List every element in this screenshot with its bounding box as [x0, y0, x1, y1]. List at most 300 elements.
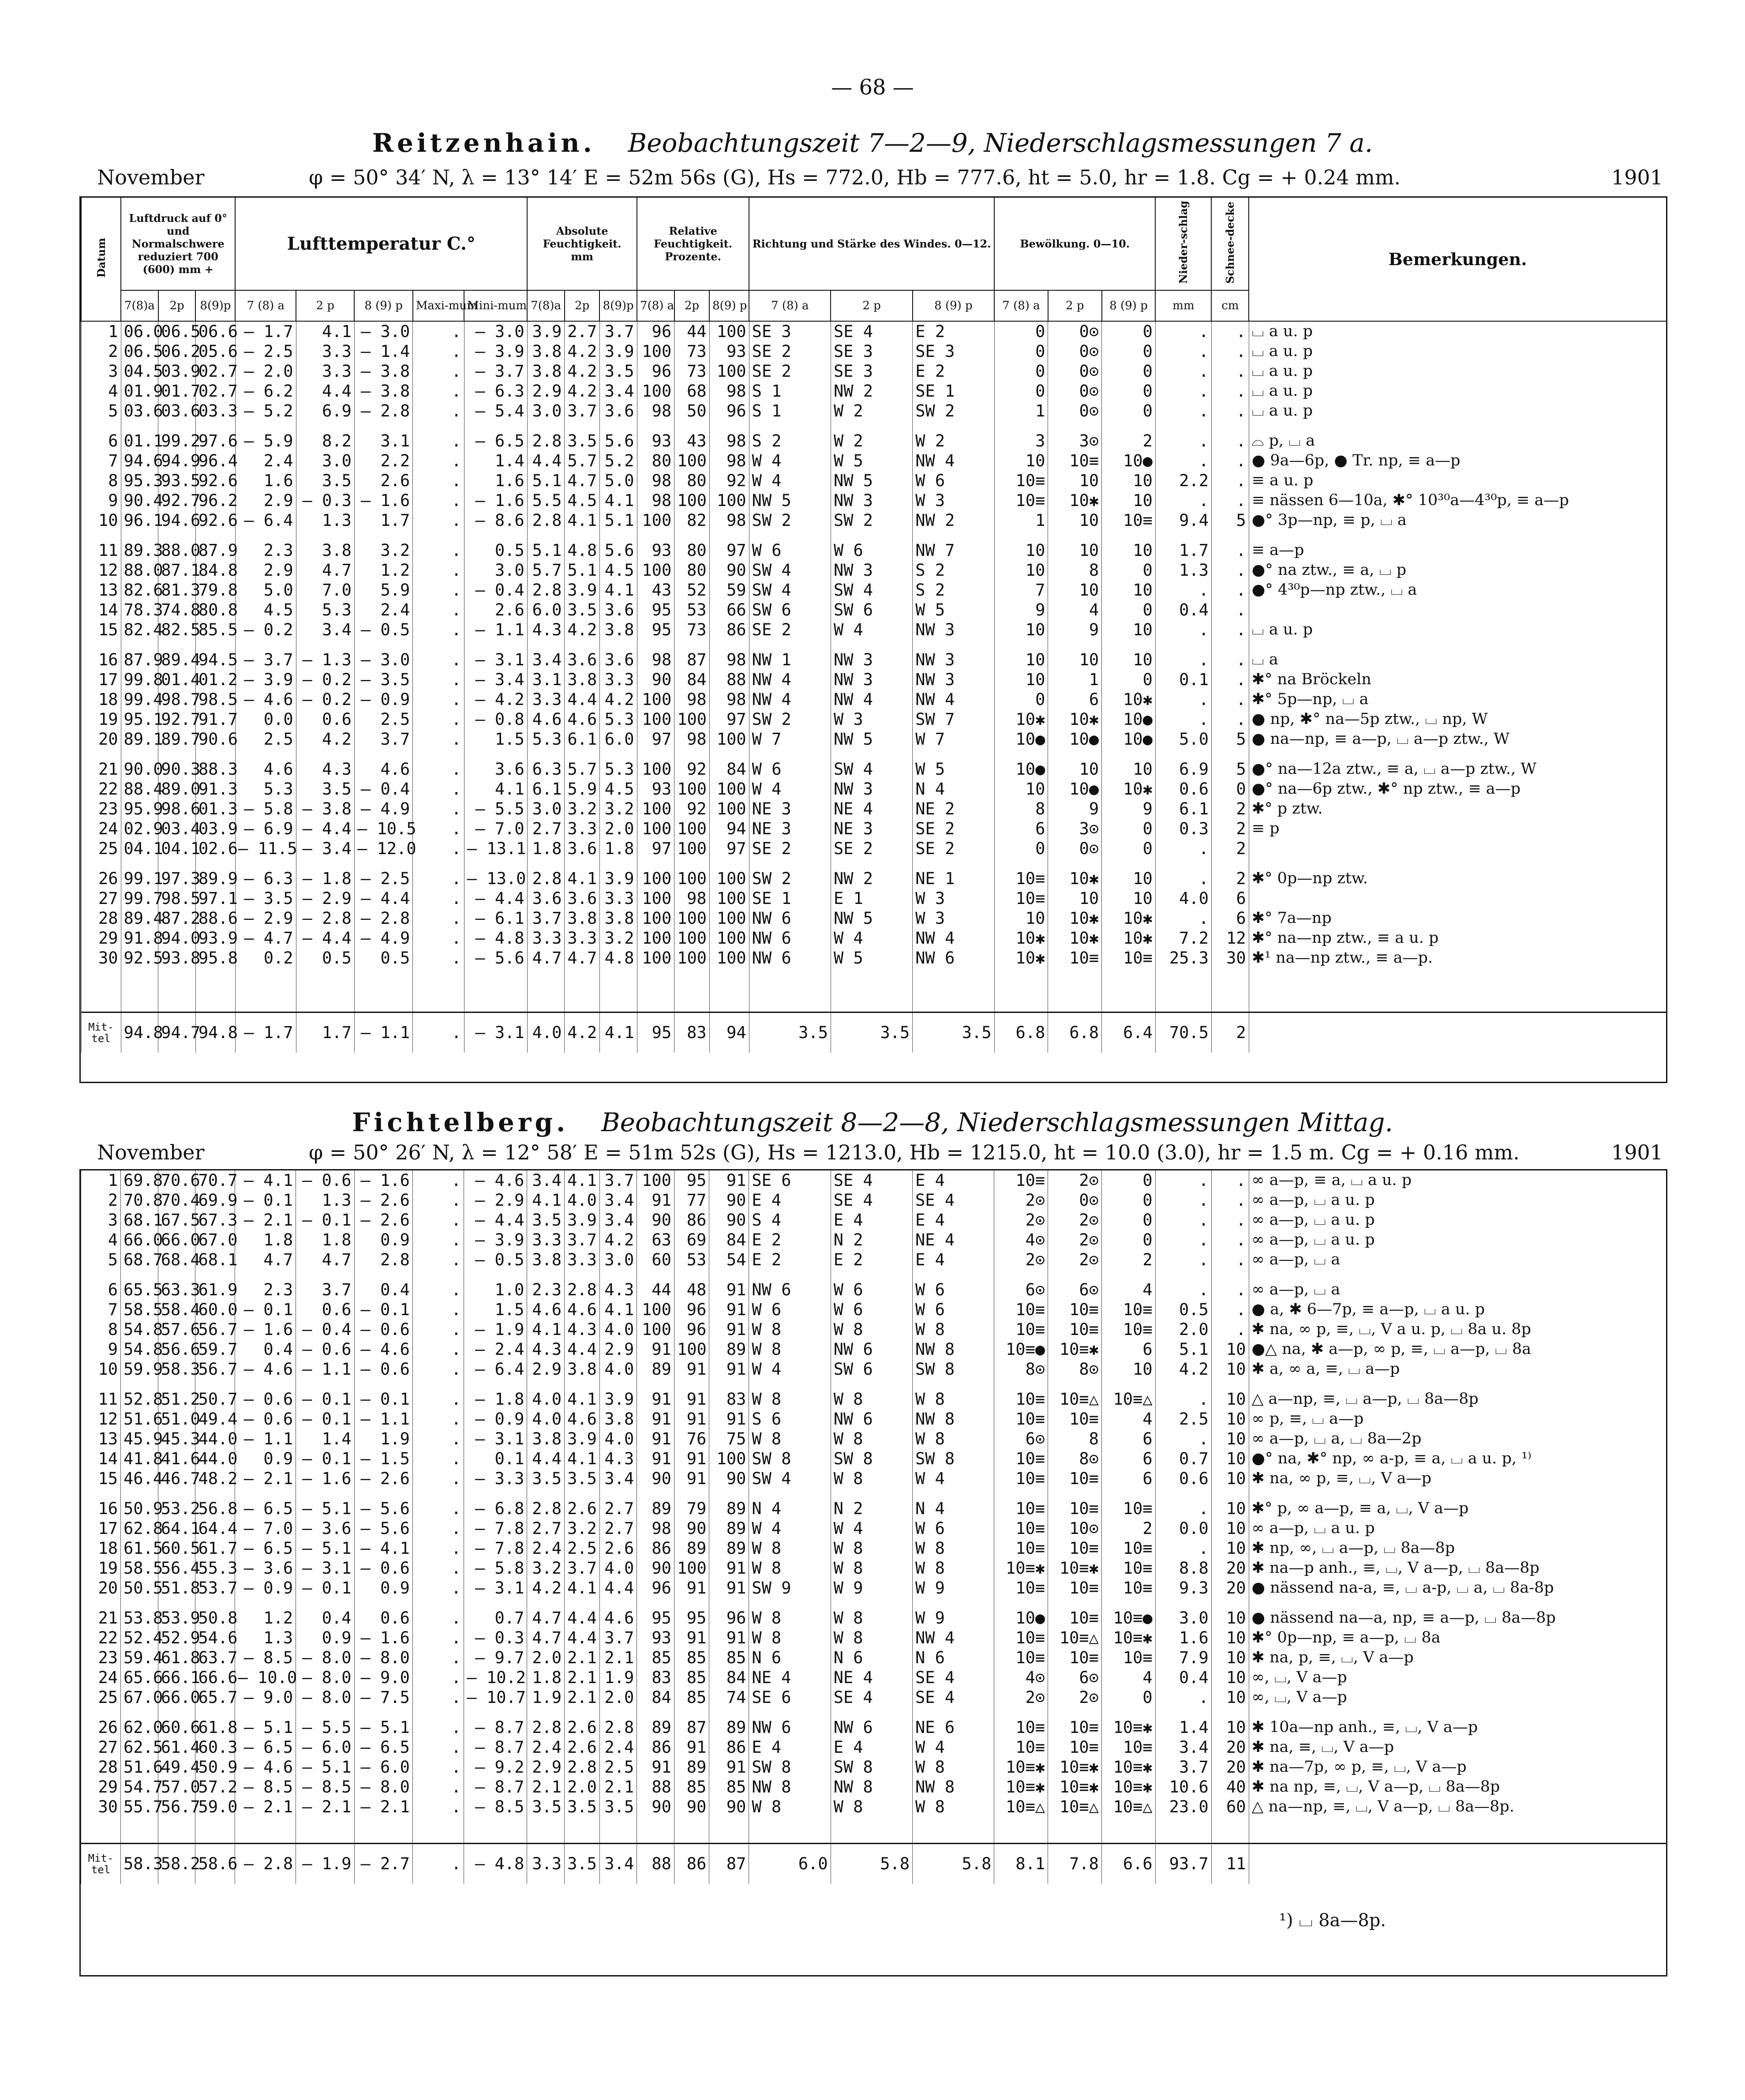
table-cell: 6⊙: [994, 1270, 1048, 1300]
table-cell: — 0.3: [296, 491, 354, 510]
table-cell: .: [412, 1190, 464, 1210]
table-cell: 2.9: [599, 1339, 637, 1359]
table-cell: 6: [81, 421, 121, 451]
table-cell: 66.0: [158, 1230, 195, 1250]
table-cell: SW 4: [749, 1469, 831, 1489]
year-label: 1901: [1611, 165, 1663, 189]
table-cell: 5.5: [527, 491, 565, 510]
table-cell: 10≡: [994, 889, 1048, 908]
table-cell: ✱° 7a—np: [1249, 908, 1666, 928]
table-cell: 3.4: [599, 1469, 637, 1489]
spacer-cell: [749, 1817, 831, 1843]
table-cell: 3.5: [599, 361, 637, 381]
table-cell: 3.4: [1155, 1737, 1211, 1757]
table-cell: 59.7: [195, 1339, 235, 1359]
table-cell: 4.4: [599, 1578, 637, 1598]
table-cell: 90: [709, 1210, 749, 1230]
table-cell: .: [1155, 620, 1211, 640]
table-cell: .: [413, 560, 464, 580]
table-cell: 3.5: [527, 1797, 565, 1817]
table-cell: 10≡: [994, 1648, 1048, 1668]
table-cell: 95.3: [121, 471, 158, 491]
table-cell: — 0.1: [296, 1578, 354, 1598]
table-cell: W 4: [831, 928, 912, 948]
table-cell: 2.7: [599, 1519, 637, 1538]
table-cell: ✱ np, ∞, ⌴ a—p, ⌴ 8a—8p: [1249, 1538, 1666, 1558]
table-cell: 2: [1211, 799, 1249, 819]
table-cell: 4.4: [296, 381, 354, 401]
table-cell: 74: [709, 1688, 749, 1707]
table-cell: 3.3: [599, 670, 637, 690]
table-cell: W 8: [913, 1429, 994, 1449]
table-cell: 4.3: [527, 620, 565, 640]
table-cell: 3.4: [296, 620, 354, 640]
table-cell: 100: [637, 381, 674, 401]
table-cell: — 5.6: [354, 1489, 412, 1519]
table-cell: 3.2: [527, 1558, 565, 1578]
table-cell: 68.1: [121, 1210, 158, 1230]
table-cell: 3.8: [599, 620, 637, 640]
table-cell: 10≡: [1048, 1320, 1102, 1339]
table-cell: 6: [81, 1270, 121, 1300]
table-cell: ●° 3p—np, ≡ p, ⌴ a: [1249, 510, 1666, 530]
table-cell: 4.1: [599, 580, 637, 600]
table-cell: 26: [81, 859, 121, 889]
table-cell: W 8: [749, 1379, 831, 1409]
table-cell: 10≡: [1048, 451, 1102, 471]
table-cell: W 4: [913, 1737, 994, 1757]
table-cell: 4.7: [527, 1628, 565, 1648]
table-cell: 99.1: [121, 859, 158, 889]
table-cell: 0⊙: [1048, 361, 1102, 381]
table-cell: 9: [994, 600, 1048, 620]
table-cell: 3.2: [599, 799, 637, 819]
table-cell: — 1.6: [354, 1170, 412, 1190]
table-cell: 93.9: [195, 928, 235, 948]
table-cell: 84: [674, 670, 709, 690]
table-cell: — 5.6: [354, 1519, 412, 1538]
table-cell: — 3.9: [464, 341, 527, 361]
table-cell: 1.7: [1155, 530, 1211, 560]
table-cell: S 2: [913, 580, 994, 600]
table-cell: SE 2: [913, 819, 994, 839]
spacer-cell: [599, 1817, 637, 1843]
table-cell: 84: [709, 749, 749, 779]
table-cell: 10: [1048, 580, 1102, 600]
table-cell: 9.4: [1155, 510, 1211, 530]
table-cell: 10≡: [994, 1578, 1048, 1598]
spacer-cell: [565, 1817, 599, 1843]
table-cell: E 2: [749, 1250, 831, 1270]
table-cell: .: [413, 640, 464, 670]
table-row: [81, 381, 1666, 401]
table-cell: SW 8: [831, 1449, 912, 1469]
table-cell: 3.7: [599, 1170, 637, 1190]
table-cell: 93: [637, 1628, 674, 1648]
table-cell: S 1: [749, 381, 831, 401]
table-cell: W 8: [749, 1538, 831, 1558]
table-cell: .: [413, 530, 464, 560]
table-cell: 3.7: [565, 1230, 599, 1250]
table-cell: 70.4: [158, 1190, 195, 1210]
mean-cell: — 1.9: [296, 1843, 354, 1884]
table-cell: 51.2: [158, 1379, 195, 1409]
table-cell: 27: [81, 889, 121, 908]
table-cell: — 8.5: [235, 1648, 296, 1668]
table-cell: N 4: [913, 1489, 994, 1519]
table-cell: — 4.6: [354, 1339, 412, 1359]
table-cell: 90: [709, 1190, 749, 1210]
table-cell: 2⊙: [1048, 1170, 1102, 1190]
table-cell: ● 9a—6p, ● Tr. np, ≡ a—p: [1249, 451, 1666, 471]
table-cell: ●° na, ✱° np, ∞ a-p, ≡ a, ⌴ a u. p, ¹⁾: [1249, 1449, 1666, 1469]
table-cell: 21: [81, 749, 121, 779]
table-cell: — 8.7: [464, 1707, 527, 1737]
table-cell: 97: [709, 709, 749, 729]
table-cell: SW 6: [749, 600, 831, 620]
table-cell: 20: [1211, 1578, 1249, 1598]
table-cell: 10●: [1048, 779, 1102, 799]
table-cell: 83: [637, 1668, 674, 1688]
table-cell: 100: [674, 859, 709, 889]
spacer-cell: [354, 968, 412, 1012]
table-cell: — 2.5: [235, 341, 296, 361]
table-cell: .: [413, 491, 464, 510]
table-cell: .: [1211, 1170, 1249, 1190]
table-cell: 3.8: [527, 1429, 565, 1449]
mean-cell: 7.8: [1048, 1843, 1102, 1884]
table-cell: 10≡: [1048, 1737, 1102, 1757]
table-cell: 01.1: [121, 421, 158, 451]
table-cell: 61.5: [121, 1538, 158, 1558]
table-cell: — 2.1: [354, 1797, 412, 1817]
table-cell: — 1.6: [464, 491, 527, 510]
table-cell: 0.6: [354, 1598, 412, 1628]
table-cell: 0: [994, 381, 1048, 401]
table-cell: SW 8: [749, 1757, 831, 1777]
table-cell: 3.5: [527, 1210, 565, 1230]
mean-cell: 6.6: [1101, 1843, 1155, 1884]
table-cell: — 8.7: [464, 1777, 527, 1797]
table-cell: 5: [81, 1250, 121, 1270]
table-cell: 10✱: [994, 709, 1048, 729]
table-cell: E 2: [749, 1230, 831, 1250]
table-row: [81, 670, 1666, 690]
table-cell: 53.2: [158, 1489, 195, 1519]
table-cell: 100: [709, 889, 749, 908]
table-cell: 94.0: [158, 928, 196, 948]
table-cell: NE 4: [831, 799, 912, 819]
table-cell: 79: [674, 1489, 709, 1519]
table-cell: 89.9: [195, 859, 235, 889]
table-row: [81, 1688, 1666, 1707]
table-cell: 14: [81, 1449, 121, 1469]
table-cell: 0.3: [1155, 819, 1211, 839]
table-cell: 3.7: [354, 729, 412, 749]
table-cell: 10✱: [1048, 859, 1102, 889]
sub-header: cm: [1211, 290, 1249, 321]
table-cell: 10✱: [1048, 491, 1102, 510]
table-cell: 100: [709, 361, 749, 381]
table-cell: 10≡: [1048, 1409, 1102, 1429]
table-cell: 3.9: [599, 1379, 637, 1409]
table-cell: — 3.1: [464, 1429, 527, 1449]
sub-header: 8 (9) p: [354, 290, 412, 321]
table-cell: 4.6: [527, 709, 565, 729]
table-cell: 4: [81, 1230, 121, 1250]
mean-cell: [1249, 1843, 1666, 1884]
table-cell: ∞ p, ≡, ⌴ a—p: [1249, 1409, 1666, 1429]
table-cell: E 2: [831, 1250, 912, 1270]
table-cell: 91: [674, 1737, 709, 1757]
table-cell: 16: [81, 1489, 121, 1519]
table-cell: 2.4: [235, 451, 296, 471]
table-cell: SE 2: [749, 361, 831, 381]
table-cell: .: [1155, 1688, 1211, 1707]
table-cell: 0: [994, 321, 1048, 341]
table-cell: NE 1: [913, 859, 994, 889]
table-cell: W 5: [831, 451, 912, 471]
table-cell: 96: [637, 361, 674, 381]
table-cell: 49.4: [195, 1409, 235, 1429]
table-cell: SE 2: [749, 341, 831, 361]
table-cell: 2: [1101, 1250, 1155, 1270]
table-cell: NW 7: [913, 530, 994, 560]
table-cell: — 1.6: [354, 1628, 412, 1648]
table-cell: 4.7: [296, 1250, 354, 1270]
table-cell: 2.5: [235, 729, 296, 749]
table-cell: .: [1211, 321, 1249, 341]
table-cell: NW 3: [831, 491, 912, 510]
table-cell: 10: [1211, 1379, 1249, 1409]
table-cell: .: [1211, 1320, 1249, 1339]
station-title-reitzenhain: [0, 128, 1745, 158]
table-cell: — 3.7: [235, 640, 296, 670]
mean-cell: — 1.7: [235, 1012, 296, 1053]
table-cell: — 6.4: [464, 1359, 527, 1379]
table-cell: 95: [674, 1598, 709, 1628]
table-cell: N 6: [749, 1648, 831, 1668]
table-cell: 10≡: [1048, 1598, 1102, 1628]
table-cell: 4.4: [527, 451, 565, 471]
table-cell: .: [1155, 1230, 1211, 1250]
table-cell: 10: [1211, 1648, 1249, 1668]
table-cell: — 6.5: [235, 1489, 296, 1519]
table-cell: 64.1: [158, 1519, 195, 1538]
table-cell: .: [1211, 421, 1249, 451]
table-cell: — 2.6: [354, 1210, 412, 1230]
table-cell: W 3: [913, 889, 994, 908]
table-cell: — 0.1: [296, 1379, 354, 1409]
table-cell: .: [1211, 1190, 1249, 1210]
mean-cell: 87: [709, 1843, 749, 1884]
table-cell: — 3.1: [464, 1578, 527, 1598]
table-cell: 91.8: [121, 928, 158, 948]
table-cell: ∞ a—p, ⌴ a: [1249, 1270, 1666, 1300]
table-cell: .: [413, 928, 464, 948]
table-cell: 5.6: [599, 421, 637, 451]
table-cell: 89: [637, 1489, 674, 1519]
table-cell: — 2.1: [296, 1797, 354, 1817]
table-cell: 0: [1102, 560, 1156, 580]
table-cell: E 4: [831, 1737, 912, 1757]
table-cell: 1.6: [1155, 1628, 1211, 1648]
table-cell: 0: [1101, 1190, 1155, 1210]
table-cell: 97.1: [195, 889, 235, 908]
table-cell: 3.3: [565, 819, 599, 839]
table-cell: 4.1: [599, 491, 637, 510]
table-cell: 87.2: [158, 908, 196, 928]
table-cell: 3.0: [1155, 1598, 1211, 1628]
table-cell: 65.6: [121, 1668, 158, 1688]
table-cell: 81.3: [158, 580, 196, 600]
table-cell: 10≡✱: [1101, 1757, 1155, 1777]
table-cell: — 0.6: [296, 1170, 354, 1190]
table-cell: 5.9: [354, 580, 412, 600]
table-cell: 4.0: [599, 1558, 637, 1578]
table-row: [81, 560, 1666, 580]
table-cell: 60.3: [195, 1737, 235, 1757]
table-cell: 10≡✱: [1048, 1339, 1102, 1359]
table-cell: 100: [674, 839, 709, 859]
table-cell: 90: [709, 1469, 749, 1489]
table-cell: 0.4: [235, 1339, 296, 1359]
table-cell: 60.0: [195, 1300, 235, 1320]
table-cell: 92.5: [121, 948, 158, 968]
table-cell: 98: [674, 729, 709, 749]
table-cell: .: [413, 779, 464, 799]
table-cell: 93.5: [158, 471, 196, 491]
table-cell: 3.1: [527, 670, 565, 690]
table-row: [81, 510, 1666, 530]
table-cell: NW 6: [749, 908, 831, 928]
table-cell: 1.9: [599, 1668, 637, 1688]
table-cell: W 9: [913, 1578, 994, 1598]
table-cell: 2.5: [599, 1757, 637, 1777]
table-cell: .: [413, 690, 464, 709]
table-cell: 10: [994, 620, 1048, 640]
sub-header: 8(9)p: [195, 290, 235, 321]
table-cell: — 5.1: [296, 1489, 354, 1519]
table-cell: W 9: [831, 1578, 912, 1598]
table-cell: 3.5: [296, 471, 354, 491]
table-cell: 9.3: [1155, 1578, 1211, 1598]
table-cell: — 2.0: [235, 361, 296, 381]
table-cell: — 6.0: [354, 1757, 412, 1777]
table-cell: — 1.7: [235, 321, 296, 341]
mean-cell: 6.8: [1048, 1012, 1102, 1053]
spacer-cell: [674, 968, 709, 1012]
table-cell: .: [413, 670, 464, 690]
table-cell: W 6: [749, 1300, 831, 1320]
table-cell: 49.4: [158, 1757, 195, 1777]
table-cell: — 5.5: [464, 799, 527, 819]
table-cell: 86: [709, 620, 749, 640]
table-cell: 0⊙: [1048, 839, 1102, 859]
table-cell: 54.8: [121, 1320, 158, 1339]
table-cell: 67.0: [121, 1688, 158, 1707]
table-cell: 2.6: [599, 1538, 637, 1558]
table-cell: 05.6: [195, 341, 235, 361]
table-cell: 89: [709, 1707, 749, 1737]
table-cell: 3.6: [565, 839, 599, 859]
sub-header: 8 (9) p: [1102, 290, 1156, 321]
table-cell: — 0.2: [235, 620, 296, 640]
table-cell: 6⊙: [994, 1429, 1048, 1449]
table-cell: 94: [709, 819, 749, 839]
table-cell: — 0.1: [235, 1300, 296, 1320]
table-cell: — 3.7: [464, 361, 527, 381]
table-cell: 51.6: [121, 1757, 158, 1777]
table-cell: 10≡: [994, 1489, 1048, 1519]
table-cell: — 4.4: [464, 889, 527, 908]
table-cell: 29: [81, 1777, 121, 1797]
table-cell: NW 3: [831, 670, 912, 690]
table-row: [81, 690, 1666, 709]
table-cell: 90: [637, 670, 674, 690]
table-cell: 52: [674, 580, 709, 600]
table-cell: 6: [1101, 1339, 1155, 1359]
table-cell: 10: [1211, 1409, 1249, 1429]
table-cell: 3.6: [464, 749, 527, 779]
table-cell: 100: [674, 908, 709, 928]
table-cell: ✱ na, ≡, ⌴, V a—p: [1249, 1737, 1666, 1757]
table-cell: 91: [709, 1300, 749, 1320]
table-cell: 4.6: [235, 749, 296, 779]
table-cell: 51.8: [158, 1578, 195, 1598]
table-cell: 20: [1211, 1757, 1249, 1777]
table-cell: 01.2: [195, 670, 235, 690]
table-row: [81, 1270, 1666, 1300]
mean-cell: 3.5: [913, 1012, 994, 1053]
table-row: [81, 1170, 1666, 1190]
table-cell: 5.1: [527, 471, 565, 491]
table-cell: 100: [674, 451, 709, 471]
table-cell: — 0.1: [296, 1409, 354, 1429]
table-cell: 67.0: [195, 1230, 235, 1250]
table-cell: 53.7: [195, 1578, 235, 1598]
table-cell: 40: [1211, 1777, 1249, 1797]
table-cell: 10: [1211, 1668, 1249, 1688]
spacer-row: [81, 1817, 1666, 1843]
table-cell: .: [413, 451, 464, 471]
table-cell: SW 9: [749, 1578, 831, 1598]
table-cell: NW 6: [913, 948, 994, 968]
table-cell: 04.1: [158, 839, 196, 859]
spacer-cell: [599, 968, 637, 1012]
mean-cell: 3.5: [831, 1012, 912, 1053]
table-cell: 93.8: [158, 948, 196, 968]
table-cell: 4.6: [565, 709, 599, 729]
spacer-cell: [158, 1817, 195, 1843]
table-cell: 41.8: [121, 1449, 158, 1469]
table-cell: NW 4: [913, 690, 994, 709]
table-cell: 10≡●: [994, 1339, 1048, 1359]
table-cell: 46.4: [121, 1469, 158, 1489]
table-cell: 4⊙: [994, 1668, 1048, 1688]
table-cell: 91: [637, 1429, 674, 1449]
table-cell: 1.8: [527, 1668, 565, 1688]
table-cell: 5.3: [599, 749, 637, 779]
table-cell: NE 4: [913, 1230, 994, 1250]
table-cell: ∞ a—p, ⌴ a u. p: [1249, 1190, 1666, 1210]
table-cell: — 6.3: [464, 381, 527, 401]
table-cell: 2.1: [599, 1777, 637, 1797]
table-cell: 98: [709, 381, 749, 401]
table-frame-fichtelberg: [79, 1169, 1667, 1976]
table-cell: 6.9: [296, 401, 354, 421]
table-cell: 2.7: [599, 1489, 637, 1519]
